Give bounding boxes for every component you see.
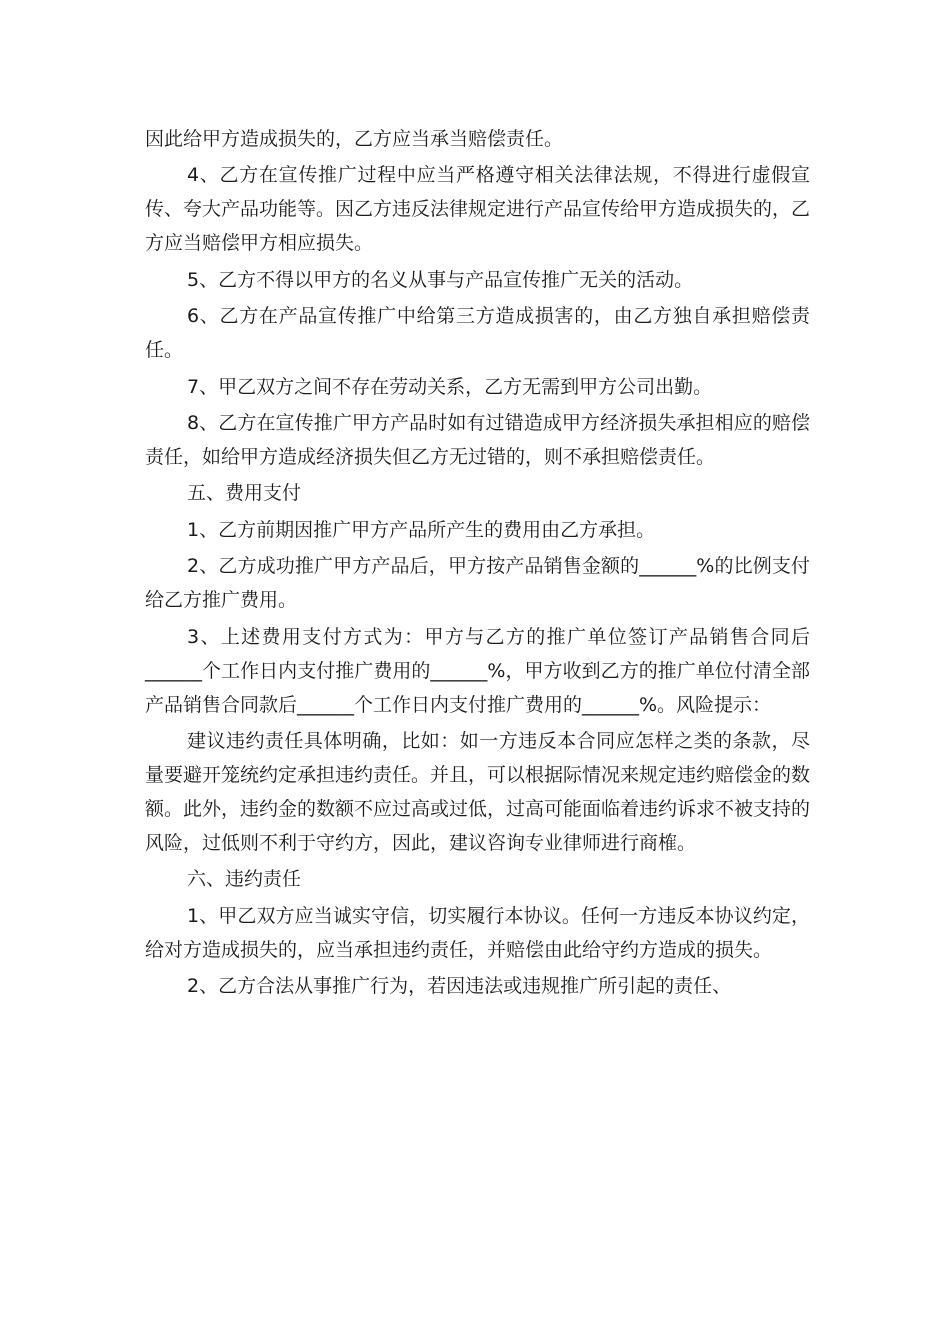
clause-6-paragraph: 6、乙方在产品宣传推广中给第三方造成损害的，由乙方独自承担赔偿责任。 xyxy=(145,305,810,362)
document-body xyxy=(145,122,810,1005)
payment-clause-2-paragraph: 2、乙方成功推广甲方产品后，甲方按产品销售金额的______%的比例支付给乙方推广费用。 xyxy=(145,555,810,612)
risk-note-paragraph: 建议违约责任具体明确，比如：如一方违反本合同应怎样之类的条款，尽量要避开笼统约定承担违约责任。并且，可以根据际情况来规定违约赔偿金的数额。此外，违约金的数额不应过高或过低，过高可能面临着违约诉求不被支持的风险，过低则不利于守约方，因此，建议咨询专业律师进行商榷。 xyxy=(145,729,811,854)
clause-8-paragraph: 8、乙方在宣传推广甲方产品时如有过错造成甲方经济损失承担相应的赔偿责任，如给甲方造成经济损失但乙方无过错的，则不承担赔偿责任。 xyxy=(145,411,810,468)
clause-7-paragraph: 7、甲乙双方之间不存在劳动关系，乙方无需到甲方公司出勤。 xyxy=(187,375,713,398)
section-heading-breach: 六、违约责任 xyxy=(187,868,302,891)
paragraph-continuation: 因此给甲方造成损失的，乙方应当承当赔偿责任。 xyxy=(145,128,564,150)
breach-clause-2-paragraph: 2、乙方合法从事推广行为，若因违法或违规推广所引起的责任、 xyxy=(187,975,732,998)
section-heading-payment: 五、费用支付 xyxy=(187,482,302,505)
breach-clause-1-paragraph: 1、甲乙双方应当诚实守信，切实履行本协议。任何一方违反本协议约定，给对方造成损失的，应当承担违约责任，并赔偿由此给守约方造成的损失。 xyxy=(145,904,810,961)
clause-4-paragraph: 4、乙方在宣传推广过程中应当严格遵守相关法律法规，不得进行虚假宣传、夸大产品功能等。因乙方违反法律规定进行产品宣传给甲方造成损失的，乙方应当赔偿甲方相应损失。 xyxy=(145,164,811,255)
clause-5-paragraph: 5、乙方不得以甲方的名义从事与产品宣传推广无关的活动。 xyxy=(187,268,694,291)
payment-clause-1-paragraph: 1、乙方前期因推广甲方产品所产生的费用由乙方承担。 xyxy=(187,518,656,541)
payment-clause-3-paragraph: 3、上述费用支付方式为：甲方与乙方的推广单位签订产品销售合同后______个工作日内支付推广费用的______%，甲方收到乙方的推广单位付清全部产品销售合同款后______个工作日内支付推广费用的______%。风险提示： xyxy=(145,625,810,716)
